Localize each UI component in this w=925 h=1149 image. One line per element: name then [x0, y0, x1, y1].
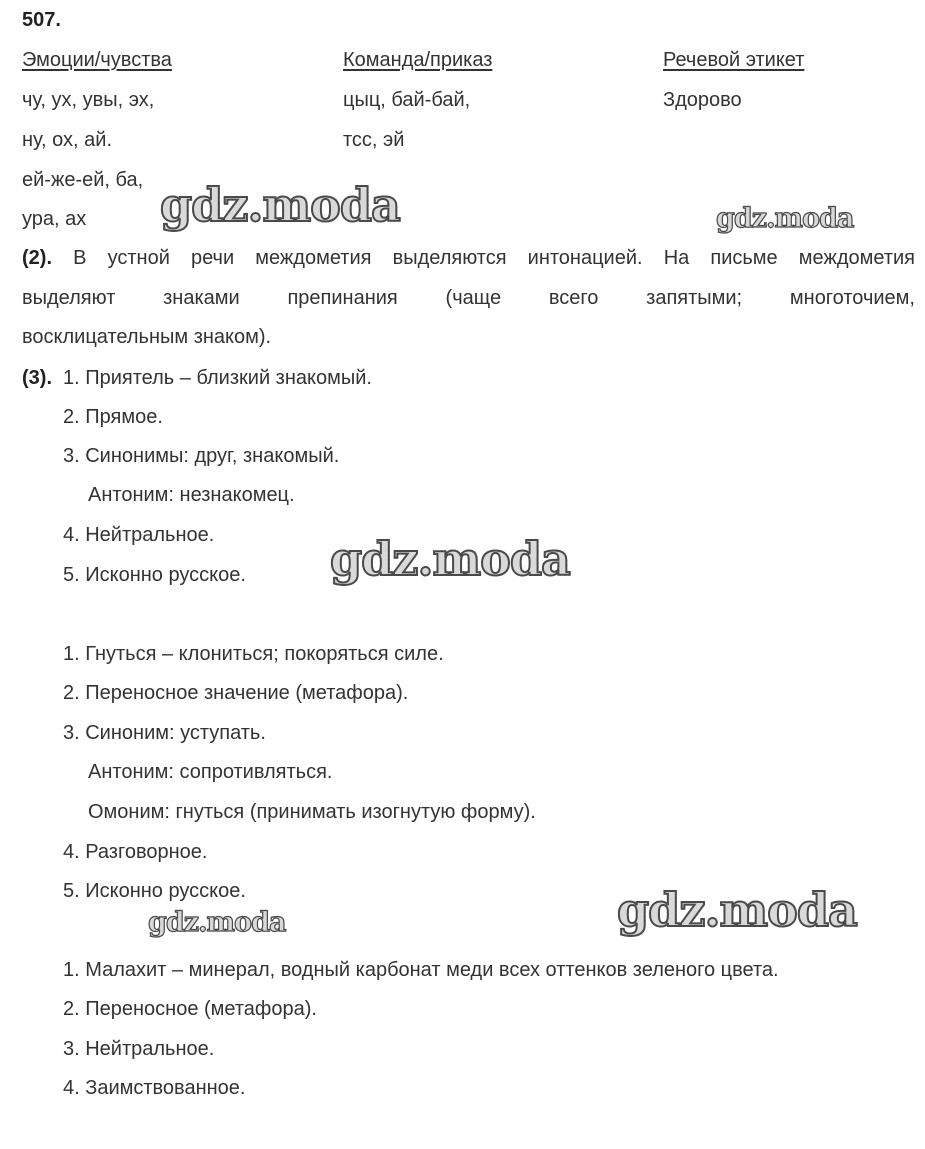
answer-line: 3. Синонимы: друг, знакомый. [63, 445, 340, 467]
answer-line: Омоним: гнуться (принимать изогнутую форму). [88, 801, 536, 823]
answer-line: 1. Гнуться – клониться; покоряться силе. [63, 643, 444, 665]
part2-text-1: В устной речи междометия выделяются интонацией. На письме междометия [73, 247, 915, 269]
part2-line-2: выделяют знаками препинания (чаще всего запятыми; многоточием, [22, 287, 915, 309]
emotions-line: ну, ох, ай. [22, 129, 113, 151]
answer-line: 4. Разговорное. [63, 841, 208, 863]
answer-line: 3. Синоним: уступать. [63, 722, 266, 744]
answer-line: 5. Исконно русское. [63, 564, 246, 586]
watermark: gdz.moda [148, 907, 286, 938]
watermark: gdz.moda [160, 178, 400, 232]
answer-line: 2. Прямое. [63, 406, 163, 428]
emotions-line: ей-же-ей, ба, [22, 169, 144, 191]
watermark: gdz.moda [617, 883, 857, 937]
task-number: 507. [22, 9, 61, 31]
answer-line: 2. Переносное (метафора). [63, 998, 317, 1020]
command-line: цыц, бай-бай, [343, 89, 471, 111]
answer-line: 2. Переносное значение (метафора). [63, 682, 409, 704]
answer-line: Антоним: сопротивляться. [88, 761, 333, 783]
etiquette-line: Здорово [663, 89, 742, 111]
answer-line: 5. Исконно русское. [63, 880, 246, 902]
emotions-line: ура, ах [22, 208, 87, 230]
answer-line: 1. Приятель – близкий знакомый. [63, 367, 372, 389]
part3-label: (3). [22, 367, 52, 389]
answer-line: 4. Заимствованное. [63, 1077, 246, 1099]
answer-line: Антоним: незнакомец. [88, 484, 295, 506]
command-line: тсс, эй [343, 129, 405, 151]
answer-line: 1. Малахит – минерал, водный карбонат меди всех оттенков зеленого цвета. [63, 959, 779, 981]
answer-line: 3. Нейтральное. [63, 1038, 215, 1060]
column-header-etiquette: Речевой этикет [663, 49, 805, 71]
watermark: gdz.moda [330, 532, 570, 586]
part2-label: (2). [22, 247, 52, 269]
part2-line-1 [22, 246, 915, 270]
watermark: gdz.moda [716, 203, 854, 234]
column-header-command: Команда/приказ [343, 49, 493, 71]
emotions-line: чу, ух, увы, эх, [22, 89, 155, 111]
part2-line-3: восклицательным знаком). [22, 326, 272, 348]
answer-line: 4. Нейтральное. [63, 524, 215, 546]
column-header-emotions: Эмоции/чувства [22, 49, 172, 71]
